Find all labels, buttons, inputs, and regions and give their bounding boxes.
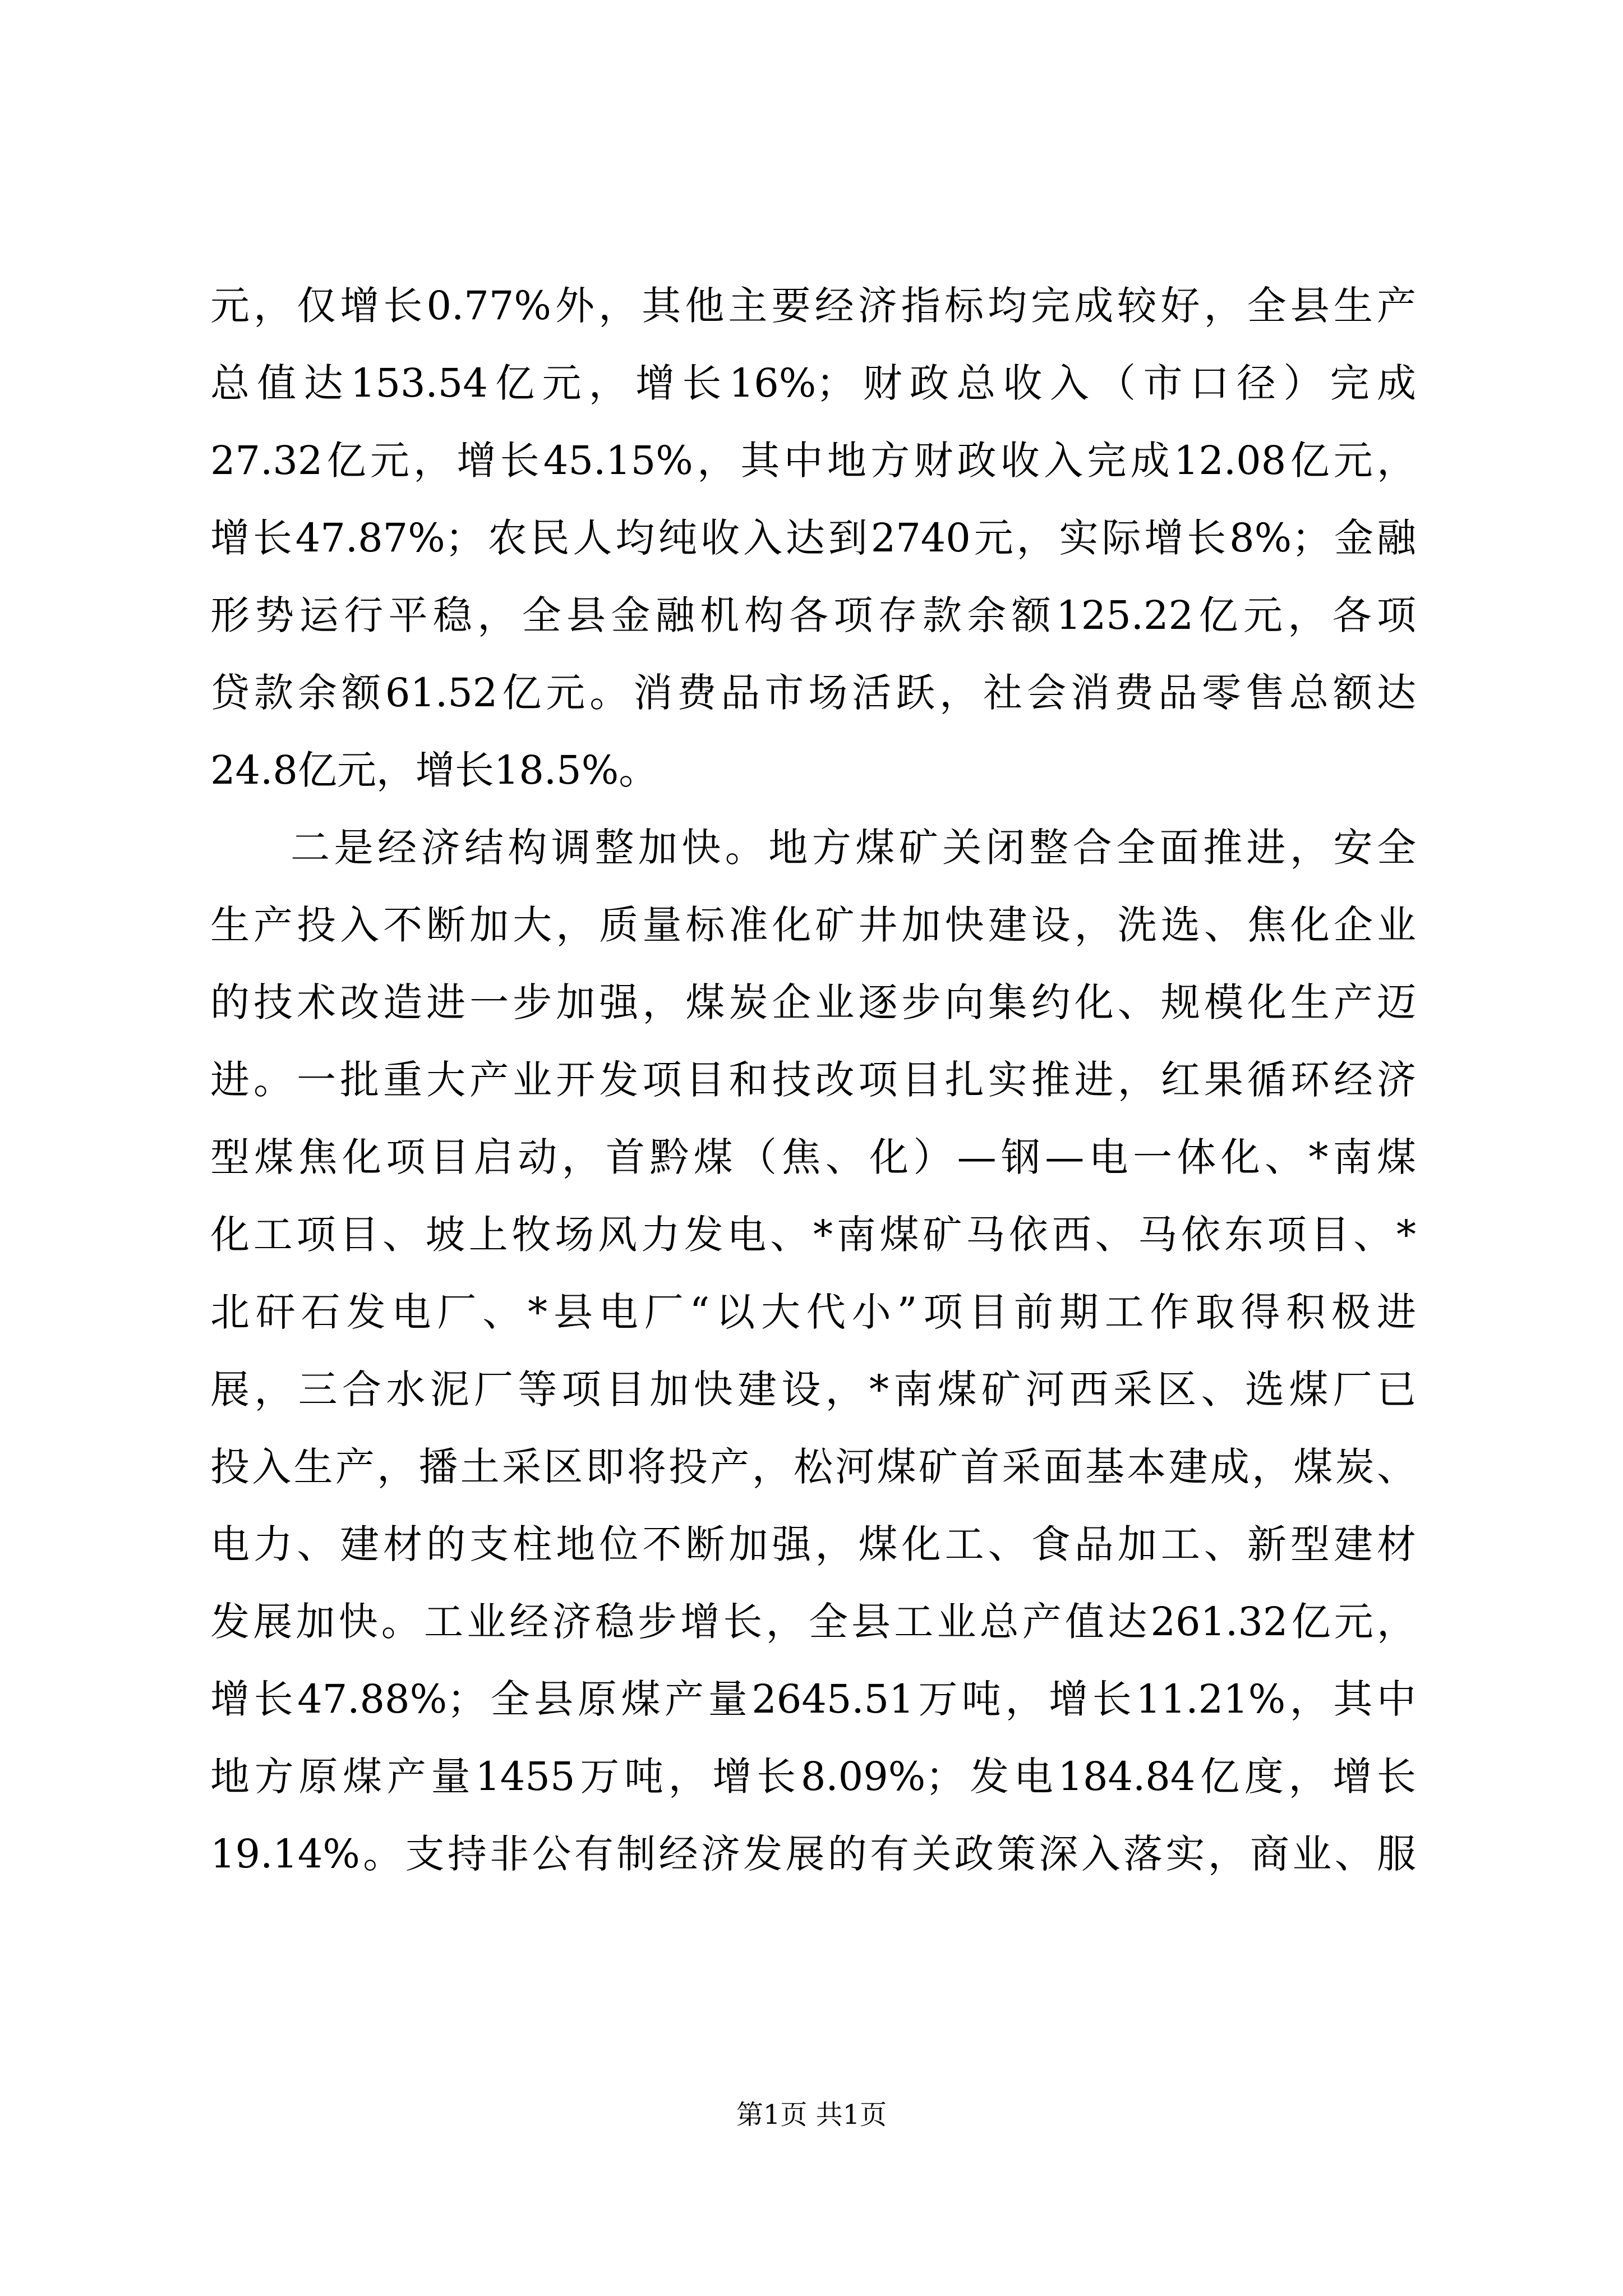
text-line: 总值达153.54亿元，增长16%；财政总收入（市口径）完成 (210, 360, 1416, 406)
text-line: 发展加快。工业经济稳步增长，全县工业总产值达261.32亿元， (210, 1599, 1416, 1645)
text-line: 型煤焦化项目启动，首黔煤（焦、化）—钢—电一体化、*南煤 (210, 1134, 1416, 1180)
page-footer: 第1页 共1页 (736, 2099, 887, 2131)
text-line: 化工项目、坡上牧场风力发电、*南煤矿马依西、马依东项目、* (210, 1212, 1416, 1258)
text-line: 的技术改造进一步加强，煤炭企业逐步向集约化、规模化生产迈 (210, 979, 1416, 1025)
text-line: 24.8亿元，增长18.5%。 (210, 747, 658, 793)
text-line: 增长47.87%；农民人均纯收入达到2740元，实际增长8%；金融 (210, 515, 1416, 561)
text-line: 贷款余额61.52亿元。消费品市场活跃，社会消费品零售总额达 (210, 670, 1416, 716)
text-line: 展，三合水泥厂等项目加快建设，*南煤矿河西采区、选煤厂已 (210, 1366, 1416, 1412)
text-line: 进。一批重大产业开发项目和技改项目扎实推进，红果循环经济 (210, 1057, 1416, 1103)
text-line: 二是经济结构调整加快。地方煤矿关闭整合全面推进，安全 (291, 825, 1416, 871)
text-line: 27.32亿元，增长45.15%，其中地方财政收入完成12.08亿元， (210, 438, 1416, 484)
text-line: 19.14%。支持非公有制经济发展的有关政策深入落实，商业、服 (210, 1831, 1416, 1877)
text-line: 增长47.88%；全县原煤产量2645.51万吨，增长11.21%，其中 (210, 1676, 1416, 1722)
text-line: 投入生产，播土采区即将投产，松河煤矿首采面基本建成，煤炭、 (210, 1444, 1416, 1490)
text-line: 生产投入不断加大，质量标准化矿井加快建设，洗选、焦化企业 (210, 902, 1416, 948)
text-line: 形势运行平稳，全县金融机构各项存款余额125.22亿元，各项 (210, 592, 1416, 638)
text-line: 北矸石发电厂、*县电厂“以大代小”项目前期工作取得积极进 (210, 1289, 1416, 1335)
text-line: 电力、建材的支柱地位不断加强，煤化工、食品加工、新型建材 (210, 1521, 1416, 1567)
text-line: 地方原煤产量1455万吨，增长8.09%；发电184.84亿度，增长 (210, 1754, 1416, 1800)
text-line: 元，仅增长0.77%外，其他主要经济指标均完成较好，全县生产 (210, 283, 1416, 329)
